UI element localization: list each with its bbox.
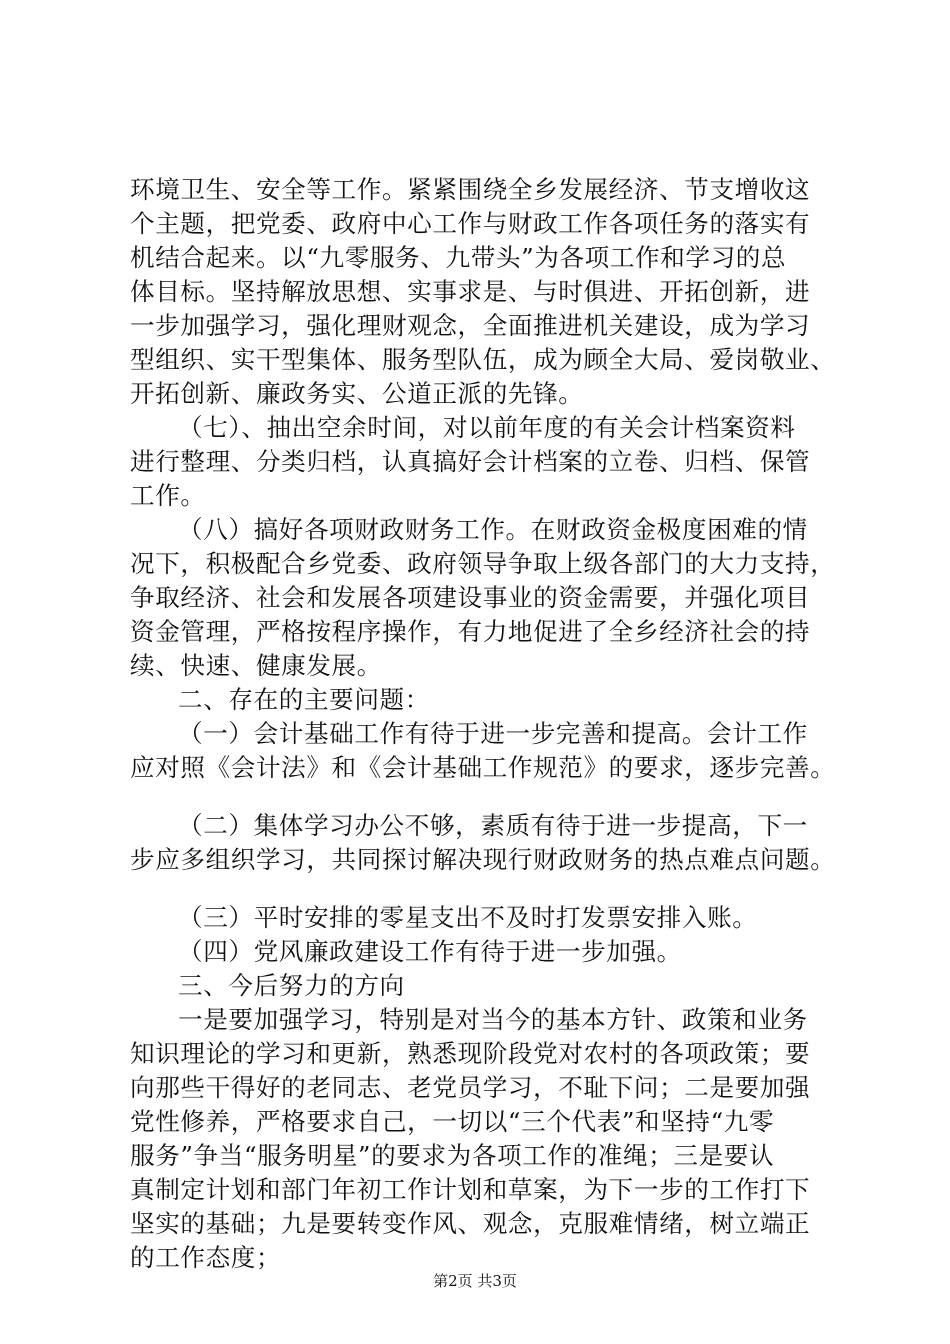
text-line: 服务”争当“服务明星”的要求为各项工作的准绳；三是要认 [130, 1141, 775, 1170]
text-line: 进行整理、分类归档，认真搞好会计档案的立卷、归档、保管 [130, 447, 811, 476]
paragraph-start: （八）搞好各项财政财务工作。在财政资金极度困难的情 [178, 515, 808, 544]
text-line: 坚实的基础；九是要转变作风、观念，克服难情绪，树立端正 [130, 1209, 811, 1238]
paragraph-start: 一是要加强学习，特别是对当今的基本方针、政策和业务 [178, 1005, 808, 1034]
text-line: 况下，积极配合乡党委、政府领导争取上级各部门的大力支持， [130, 549, 836, 578]
text-line: 的工作态度； [130, 1243, 282, 1272]
paragraph-start: （一）会计基础工作有待于进一步完善和提高。会计工作 [178, 719, 808, 748]
text-line: 步应多组织学习，共同探讨解决现行财政财务的热点难点问题。 [130, 845, 836, 874]
text-line: 应对照《会计法》和《会计基础工作规范》的要求，逐步完善。 [130, 753, 836, 782]
paragraph-start: （三）平时安排的零星支出不及时打发票安排入账。 [178, 903, 758, 932]
text-line: 体目标。坚持解放思想、实事求是、与时俱进、开拓创新，进 [130, 277, 811, 306]
text-line: 机结合起来。以“九零服务、九带头”为各项工作和学习的总 [130, 243, 787, 272]
text-line: 开拓创新、廉政务实、公道正派的先锋。 [130, 379, 584, 408]
paragraph-start: （七）、抽出空余时间，对以前年度的有关会计档案资料 [178, 413, 796, 442]
text-line: 型组织、实干型集体、服务型队伍，成为顾全大局、爱岗敬业、 [130, 345, 836, 374]
text-line: 知识理论的学习和更新，熟悉现阶段党对农村的各项政策；要 [130, 1039, 811, 1068]
text-line: 工作。 [130, 481, 206, 510]
section-heading: 二、存在的主要问题： [178, 685, 430, 714]
paragraph-start: （二）集体学习办公不够，素质有待于进一步提高，下一 [178, 811, 808, 840]
text-line: 个主题，把党委、政府中心工作与财政工作各项任务的落实有 [130, 209, 811, 238]
section-heading: 三、今后努力的方向 [178, 971, 405, 1000]
text-line: 真制定计划和部门年初工作计划和草案，为下一步的工作打下 [130, 1175, 811, 1204]
text-line: 争取经济、社会和发展各项建设事业的资金需要，并强化项目 [130, 583, 811, 612]
text-line: 向那些干得好的老同志、老党员学习，不耻下问；二是要加强 [130, 1073, 811, 1102]
page-number: 第2页 共3页 [433, 1272, 517, 1290]
paragraph-start: （四）党风廉政建设工作有待于进一步加强。 [178, 937, 682, 966]
text-line: 一步加强学习，强化理财观念，全面推进机关建设，成为学习 [130, 311, 811, 340]
text-line: 环境卫生、安全等工作。紧紧围绕全乡发展经济、节支增收这 [130, 175, 811, 204]
text-line: 资金管理，严格按程序操作，有力地促进了全乡经济社会的持 [130, 617, 811, 646]
text-line: 党性修养，严格要求自己，一切以“三个代表”和坚持“九零 [130, 1107, 775, 1136]
text-line: 续、快速、健康发展。 [130, 651, 382, 680]
